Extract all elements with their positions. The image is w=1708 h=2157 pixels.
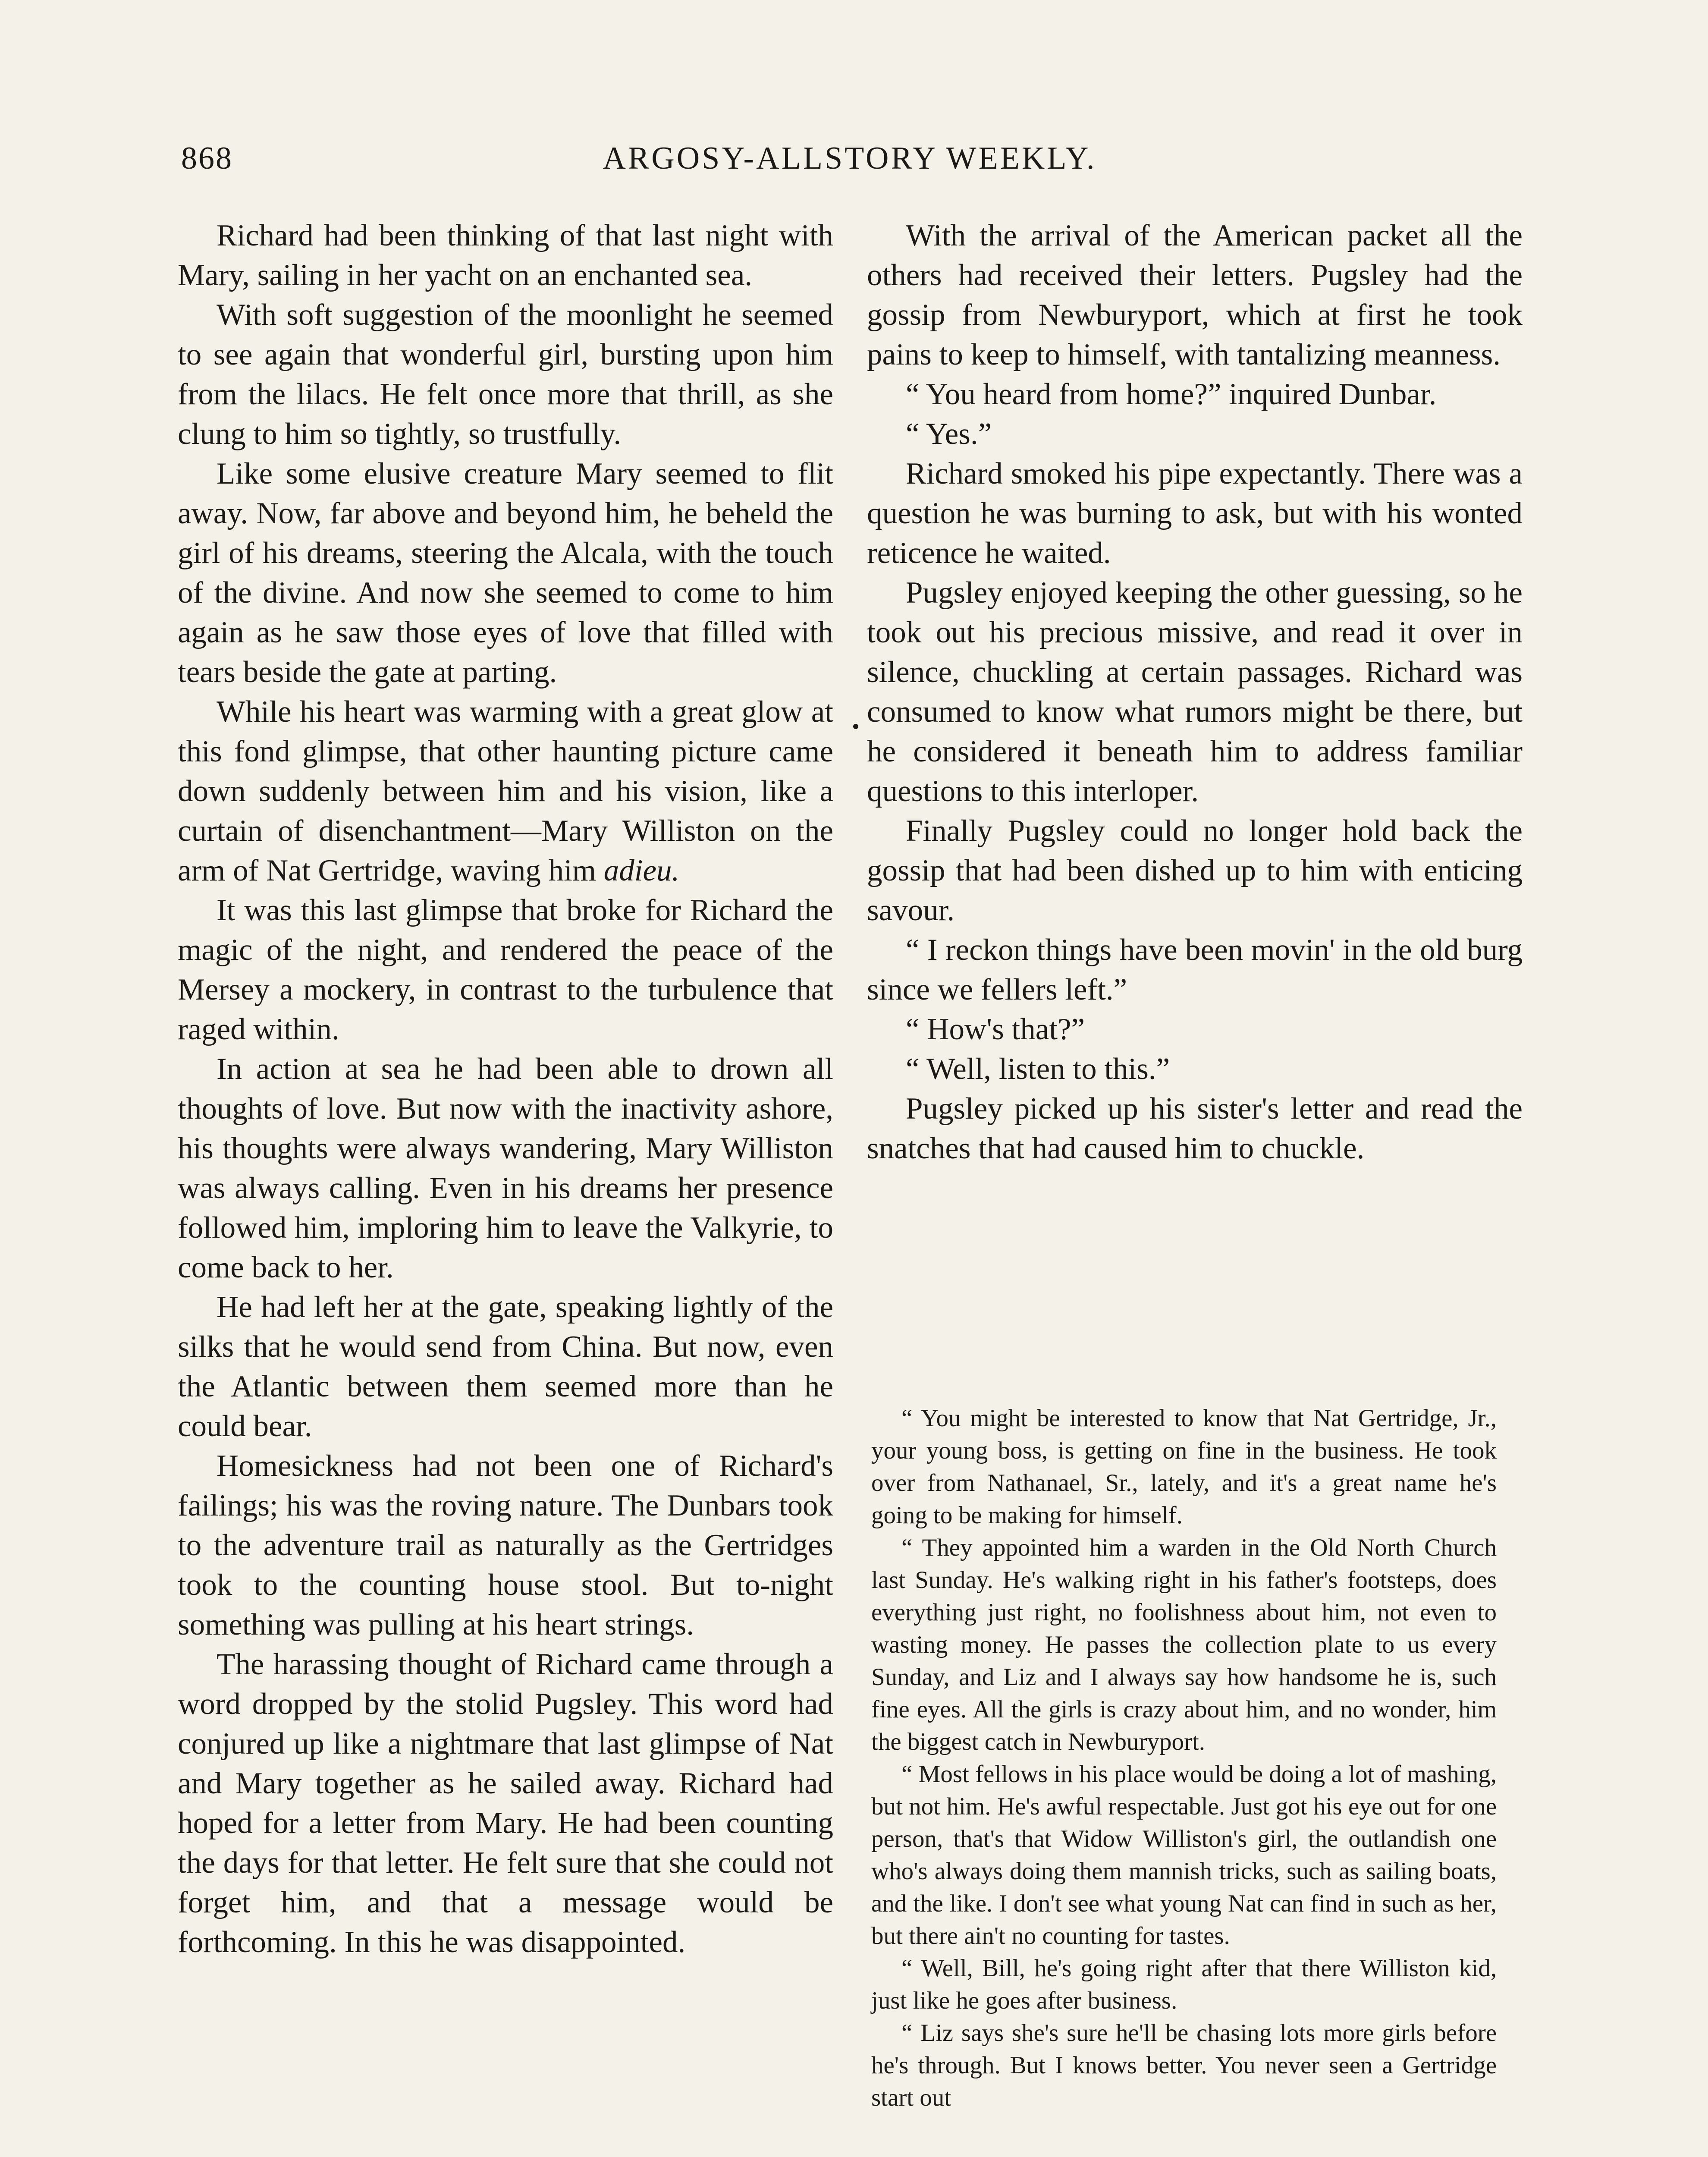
paragraph: Richard had been thinking of that last night with Mary, sailing in her yacht on an enchanted sea. (178, 219, 833, 292)
running-title: ARGOSY-ALLSTORY WEEKLY. (603, 141, 1097, 176)
paragraph-text: While his heart was warming with a great glow at this fond glimpse, that other haunting picture came down suddenly between him and his vision, like a curtain of disenchantment—Mary Williston on the arm of Nat Gertridge, waving him (178, 695, 833, 887)
letter-paragraph: “ Well, Bill, he's going right after that there Williston kid, just like he goes after business. (871, 1955, 1497, 2014)
page-number: 868 (181, 141, 233, 176)
dialogue-line: “ How's that?” (906, 1012, 1085, 1046)
letter-paragraph: “ You might be interested to know that Nat Gertridge, Jr., your young boss, is getting on fine in the business. He took over from Nathanael, Sr., lately, and it's a great name he's going to be making for himself. (871, 1405, 1497, 1529)
dialogue-line: “ Yes.” (906, 417, 992, 451)
dialogue-line: “ I reckon things have been movin' in the old burg since we fellers left.” (867, 933, 1523, 1006)
dialogue-line: “ You heard from home?” inquired Dunbar. (906, 377, 1437, 411)
paragraph: It was this last glimpse that broke for Richard the magic of the night, and rendered the peace of the Mersey a mockery, in contrast to the turbulence that raged within. (178, 893, 833, 1046)
paragraph: Pugsley enjoyed keeping the other guessing, so he took out his precious missive, and read it over in silence, chuckling at certain passages. Richard was consumed to know what rumors might be there, but he considered it beneath him to address familiar questions to this interloper. (867, 576, 1523, 808)
ink-dot (853, 724, 858, 729)
letter-paragraph: “ They appointed him a warden in the Old North Church last Sunday. He's walking right in his father's footsteps, does everything just right, no foolishness about him, not even to wasting money. He passes the collection plate to us every Sunday, and Liz and I always say how handsome he is, such fine eyes. All the girls is crazy about him, and no wonder, him the biggest catch in Newburyport. (871, 1534, 1497, 1755)
paragraph: With soft suggestion of the moonlight he seemed to see again that wonderful girl, bursting upon him from the lilacs. He felt once more that thrill, as she clung to him so tightly, so trustfully. (178, 298, 833, 451)
paragraph: Like some elusive creature Mary seemed to flit away. Now, far above and beyond him, he beheld the girl of his dreams, steering the Alcala, with the touch of the divine. And now she seemed to come to him again as he saw those eyes of love that filled with tears beside the gate at parting. (178, 457, 833, 689)
dialogue-line: “ Well, listen to this.” (906, 1052, 1170, 1086)
paragraph: Richard smoked his pipe expectantly. There was a question he was burning to ask, but with his wonted reticence he waited. (867, 457, 1523, 570)
paragraph: With the arrival of the American packet all the others had received their letters. Pugsley had the gossip from Newburyport, which at first he took pains to keep to himself, with tantalizing meanness. (867, 219, 1523, 371)
letter-paragraph: “ Most fellows in his place would be doing a lot of mashing, but not him. He's awful respectable. Just got his eye out for one person, that's that Widow Williston's girl, the outlandish one who's always doing them mannish tricks, such as sailing boats, and the like. I don't see what young Nat can find in such as her, but there ain't no counting for tastes. (871, 1761, 1497, 1949)
paragraph: Finally Pugsley could no longer hold back the gossip that had been dished up to him with enticing savour. (867, 814, 1523, 927)
left-column (178, 216, 833, 1962)
paragraph (178, 692, 833, 890)
paragraph: Pugsley picked up his sister's letter and read the snatches that had caused him to chuckle. (867, 1092, 1523, 1165)
letter-excerpt (871, 1402, 1497, 2114)
page-header (181, 140, 1518, 188)
italic-word: adieu. (603, 854, 680, 887)
paragraph: He had left her at the gate, speaking lightly of the silks that he would send from China. But now, even the Atlantic between them seemed more than he could bear. (178, 1290, 833, 1443)
right-column (867, 216, 1523, 1168)
paragraph: In action at sea he had been able to drown all thoughts of love. But now with the inactivity ashore, his thoughts were always wandering, Mary Williston was always calling. Even in his dreams her presence followed him, imploring him to leave the Valkyrie, to come back to her. (178, 1052, 833, 1284)
paragraph: The harassing thought of Richard came through a word dropped by the stolid Pugsley. This word had conjured up like a nightmare that last glimpse of Nat and Mary together as he sailed away. Richard had hoped for a letter from Mary. He had been counting the days for that letter. He felt sure that she could not forget him, and that a message would be forthcoming. In this he was disappointed. (178, 1648, 833, 1959)
paragraph: Homesickness had not been one of Richard's failings; his was the roving nature. The Dunbars took to the adventure trail as naturally as the Gertridges took to the counting house stool. But to-night something was pulling at his heart strings. (178, 1449, 833, 1641)
letter-paragraph: “ Liz says she's sure he'll be chasing lots more girls before he's through. But I knows better. You never seen a Gertridge start out (871, 2019, 1497, 2111)
